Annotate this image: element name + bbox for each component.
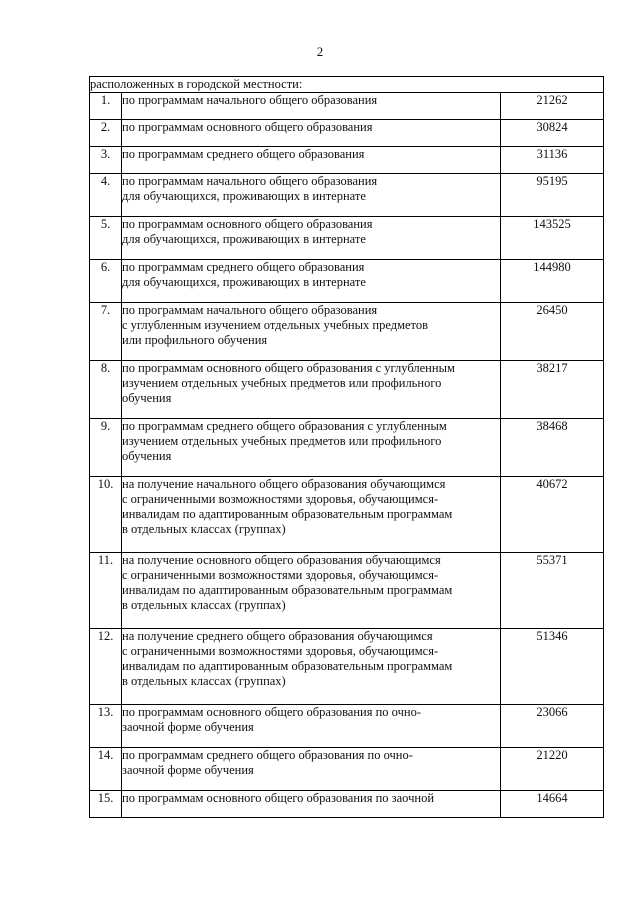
row-number: 11. — [90, 553, 122, 629]
row-number: 4. — [90, 174, 122, 217]
row-value: 143525 — [501, 217, 604, 260]
table-row — [90, 260, 604, 303]
table-row — [90, 748, 604, 791]
normatives-table — [89, 76, 604, 818]
row-description: по программам начального общего образования для обучающихся, проживающих в интернате — [122, 174, 501, 217]
row-value: 21220 — [501, 748, 604, 791]
row-description: по программам основного общего образования по заочной — [122, 791, 501, 818]
row-value: 31136 — [501, 147, 604, 174]
row-number: 1. — [90, 93, 122, 120]
row-number: 7. — [90, 303, 122, 361]
row-value: 21262 — [501, 93, 604, 120]
row-number: 5. — [90, 217, 122, 260]
table-row — [90, 629, 604, 705]
row-number: 3. — [90, 147, 122, 174]
table-header-text: расположенных в городской местности: — [90, 77, 604, 93]
table-row — [90, 174, 604, 217]
table-row — [90, 93, 604, 120]
row-value: 26450 — [501, 303, 604, 361]
row-description: на получение основного общего образования обучающимся с ограниченными возможностями здоровья, обучающимся- инвалидам по адаптированным образовательным программам в отдельных классах (группах) — [122, 553, 501, 629]
row-description: по программам основного общего образования с углубленным изучением отдельных учебных предметов или профильного обучения — [122, 361, 501, 419]
row-value: 38468 — [501, 419, 604, 477]
row-description: по программам основного общего образования по очно- заочной форме обучения — [122, 705, 501, 748]
page-number: 2 — [316, 44, 324, 59]
table-row — [90, 120, 604, 147]
row-description: по программам среднего общего образования — [122, 147, 501, 174]
row-number: 10. — [90, 477, 122, 553]
row-number: 14. — [90, 748, 122, 791]
row-value: 51346 — [501, 629, 604, 705]
row-description: по программам среднего общего образования с углубленным изучением отдельных учебных предметов или профильного обучения — [122, 419, 501, 477]
row-description: по программам начального общего образования — [122, 93, 501, 120]
table-row — [90, 419, 604, 477]
row-value: 40672 — [501, 477, 604, 553]
row-number: 15. — [90, 791, 122, 818]
row-value: 95195 — [501, 174, 604, 217]
row-number: 12. — [90, 629, 122, 705]
row-description: по программам среднего общего образования по очно- заочной форме обучения — [122, 748, 501, 791]
row-description: по программам среднего общего образования для обучающихся, проживающих в интернате — [122, 260, 501, 303]
table-row — [90, 303, 604, 361]
table-row — [90, 705, 604, 748]
row-value: 14664 — [501, 791, 604, 818]
row-description: по программам начального общего образования с углубленным изучением отдельных учебных предметов или профильного обучения — [122, 303, 501, 361]
row-number: 2. — [90, 120, 122, 147]
row-number: 8. — [90, 361, 122, 419]
table-row — [90, 791, 604, 818]
row-value: 144980 — [501, 260, 604, 303]
table-row — [90, 477, 604, 553]
row-description: на получение начального общего образования обучающимся с ограниченными возможностями здоровья, обучающимся- инвалидам по адаптированным образовательным программам в отдельных классах (группах) — [122, 477, 501, 553]
row-value: 55371 — [501, 553, 604, 629]
table-header-row — [90, 77, 604, 93]
row-value: 38217 — [501, 361, 604, 419]
table-row — [90, 361, 604, 419]
row-number: 9. — [90, 419, 122, 477]
row-description: по программам основного общего образования для обучающихся, проживающих в интернате — [122, 217, 501, 260]
table-row — [90, 217, 604, 260]
row-number: 13. — [90, 705, 122, 748]
table-row — [90, 147, 604, 174]
row-number: 6. — [90, 260, 122, 303]
row-value: 23066 — [501, 705, 604, 748]
table-row — [90, 553, 604, 629]
row-description: на получение среднего общего образования обучающимся с ограниченными возможностями здоровья, обучающимся- инвалидам по адаптированным образовательным программам в отдельных классах (группах) — [122, 629, 501, 705]
row-value: 30824 — [501, 120, 604, 147]
row-description: по программам основного общего образования — [122, 120, 501, 147]
